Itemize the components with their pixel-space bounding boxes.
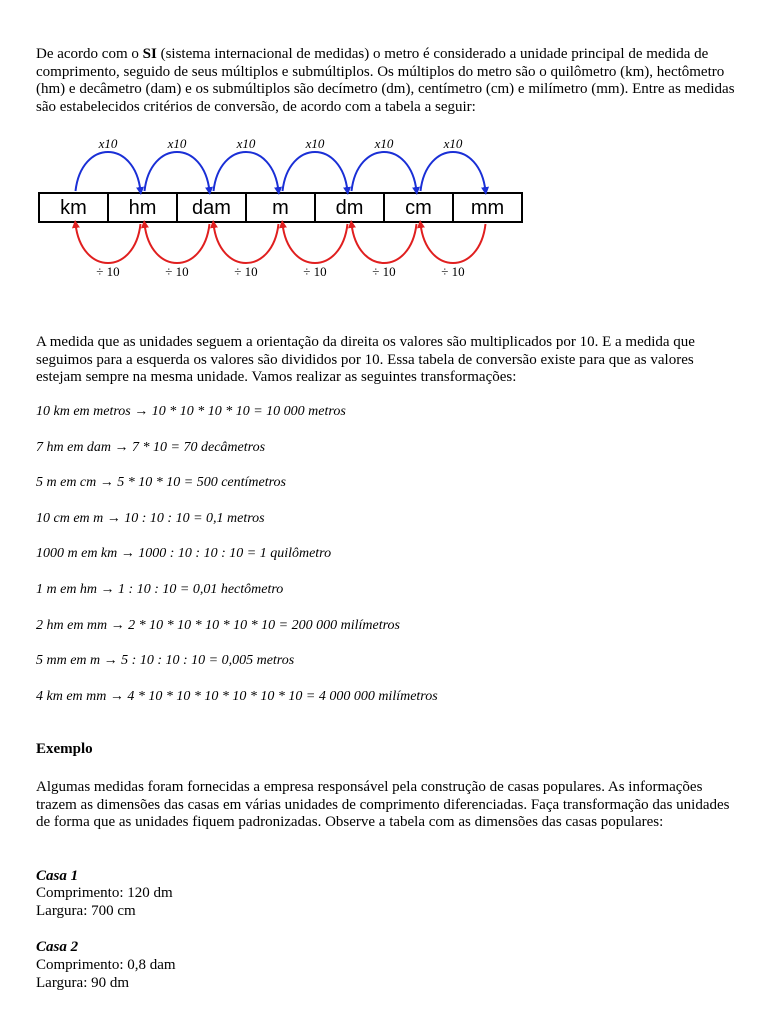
multiply-arrow xyxy=(214,152,279,191)
conversion-example: 4 km em mm → 4 * 10 * 10 * 10 * 10 * 10 * 10 = 4 000 000 milímetros xyxy=(36,688,438,704)
conversion-example: 1000 m em km → 1000 : 10 : 10 : 10 = 1 quilômetro xyxy=(36,546,332,562)
divide-arrow xyxy=(76,224,141,263)
unit-cell-dm: dm xyxy=(335,197,364,219)
divide-label: ÷ 10 xyxy=(441,264,465,279)
divide-arrow xyxy=(214,224,279,263)
unit-cell-cm: cm xyxy=(405,197,432,219)
intro-text-start: De acordo com o xyxy=(36,46,143,62)
unit-conversion-diagram xyxy=(36,133,526,283)
conversion-example: 5 mm em m → 5 : 10 : 10 : 10 = 0,005 metros xyxy=(36,653,295,669)
explanation-paragraph: A medida que as unidades seguem a orientação da direita os valores são multiplicados por 10. E a medida que seguimos para a esquerda os valores são divididos por 10. Essa tabela de conversão existe para que as valores estejam sempre na mesma unidade. Vamos realizar as seguintes transformações: xyxy=(36,334,695,385)
house-2-width: Largura: 90 dm xyxy=(36,975,130,991)
divide-label: ÷ 10 xyxy=(234,264,258,279)
divide-arrow xyxy=(145,224,210,263)
divide-arrow xyxy=(421,224,486,263)
house-1-title: Casa 1 xyxy=(36,868,79,884)
divide-label: ÷ 10 xyxy=(96,264,120,279)
example-heading: Exemplo xyxy=(36,741,93,757)
conversion-example: 1 m em hm → 1 : 10 : 10 = 0,01 hectômetro xyxy=(36,582,284,597)
unit-cell-mm: mm xyxy=(470,197,505,219)
conversion-example: 10 cm em m → 10 : 10 : 10 = 0,1 metros xyxy=(36,510,265,526)
conversion-example: 2 hm em mm → 2 * 10 * 10 * 10 * 10 * 10 = 200 000 milímetros xyxy=(36,617,400,633)
unit-cell-dam: dam xyxy=(192,197,231,219)
multiply-label: x10 xyxy=(374,136,394,151)
house-1-length: Comprimento: 120 dm xyxy=(36,885,173,901)
divide-label: ÷ 10 xyxy=(372,264,396,279)
unit-cell-m: m xyxy=(272,197,289,219)
conversion-example: 5 m em cm → 5 * 10 * 10 = 500 centímetros xyxy=(36,475,287,491)
multiply-arrow xyxy=(352,152,417,191)
divide-label: ÷ 10 xyxy=(303,264,327,279)
unit-cell-km: km xyxy=(60,197,87,219)
multiply-label: x10 xyxy=(236,136,256,151)
multiply-label: x10 xyxy=(98,136,118,151)
multiply-arrow xyxy=(283,152,348,191)
house-1-width: Largura: 700 cm xyxy=(36,903,136,919)
multiply-label: x10 xyxy=(305,136,325,151)
conversion-example: 10 km em metros → 10 * 10 * 10 * 10 = 10 000 metros xyxy=(36,404,346,419)
multiply-label: x10 xyxy=(167,136,187,151)
intro-text-rest: (sistema internacional de medidas) o metro é considerado a unidade principal de medida de comprimento, seguido de seus múltiplos e submúltiplos. Os múltiplos do metro são o quilômetro (km), hectômetro (hm) e decâmetro (dam) e os submúltiplos são decímetro (dm), centímetro (cm) e milímetro (mm). Entre as medidas são estabelecidos critérios de conversão, de acordo com a tabela a seguir: xyxy=(36,46,735,115)
multiply-arrow xyxy=(76,152,141,191)
multiply-arrow xyxy=(145,152,210,191)
multiply-arrow xyxy=(421,152,486,191)
multiply-label: x10 xyxy=(443,136,463,151)
divide-label: ÷ 10 xyxy=(165,264,189,279)
unit-cell-hm: hm xyxy=(128,197,157,219)
example-paragraph: Algumas medidas foram fornecidas a empresa responsável pela construção de casas populares. As informações trazem as dimensões das casas em várias unidades de comprimento diferenciadas. Faça transformação das unidades de forma que as unidades fiquem padronizadas. Observe a tabela com as dimensões das casas populares: xyxy=(36,779,730,830)
conversion-example: 7 hm em dam → 7 * 10 = 70 decâmetros xyxy=(36,439,266,455)
house-2-length: Comprimento: 0,8 dam xyxy=(36,957,176,973)
divide-arrow xyxy=(352,224,417,263)
si-term: SI xyxy=(142,46,157,62)
intro-paragraph xyxy=(36,46,736,116)
house-2-title: Casa 2 xyxy=(36,939,79,955)
divide-arrow xyxy=(283,224,348,263)
